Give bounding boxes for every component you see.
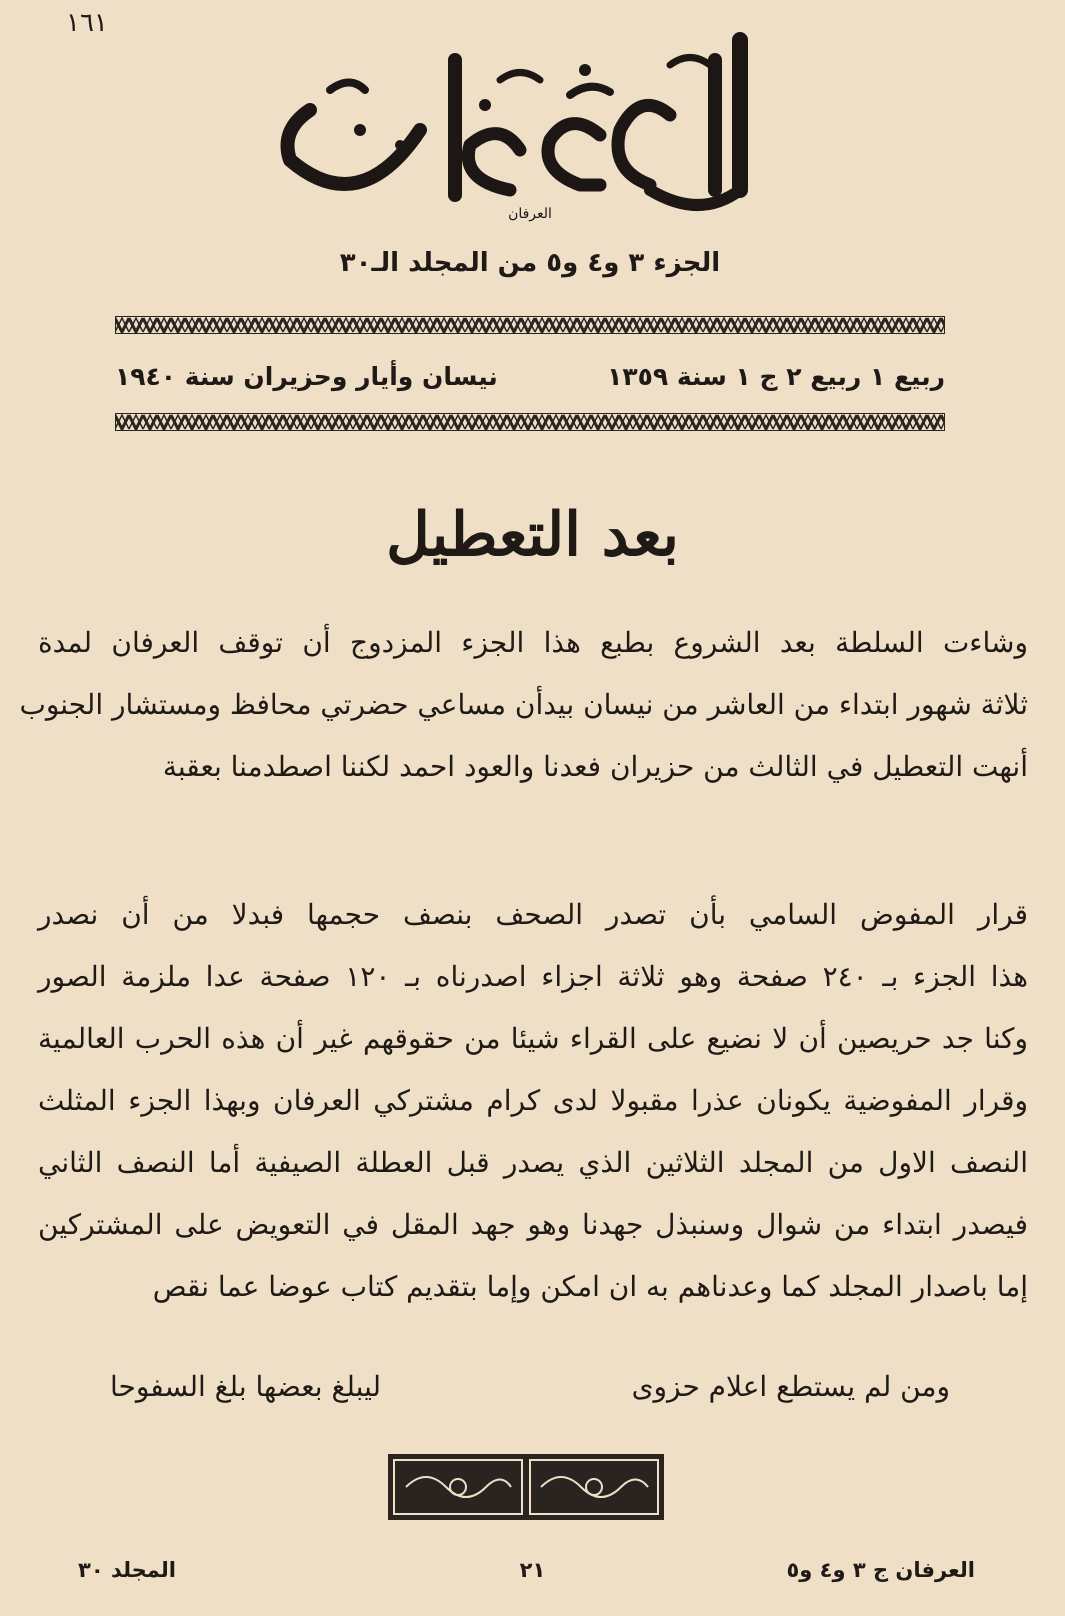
verse-first-hemistich: ومن لم يستطع اعلام حزوى bbox=[631, 1370, 950, 1403]
end-ornament bbox=[386, 1452, 666, 1522]
footer-volume: المجلد ٣٠ bbox=[78, 1558, 176, 1582]
text-line: وشاءت السلطة بعد الشروع بطبع هذا الجزء المزدوج أن توقف العرفان لمدة bbox=[38, 626, 1028, 659]
top-decorative-rule bbox=[115, 316, 945, 334]
verse-second-hemistich: ليبلغ بعضها بلغ السفوحا bbox=[110, 1370, 382, 1403]
footer-issue: العرفان ج ٣ و٤ و٥ bbox=[786, 1558, 975, 1582]
masthead-title: العرفان bbox=[508, 206, 552, 222]
hijri-date: ربيع ١ ربيع ٢ ج ١ سنة ١٣٥٩ bbox=[607, 362, 945, 391]
poetry-verse bbox=[110, 1370, 950, 1420]
text-line: هذا الجزء بـ ٢٤٠ صفحة وهو ثلاثة اجزاء اصدرناه بـ ١٢٠ صفحة عدا ملزمة الصور bbox=[38, 960, 1028, 993]
text-line: النصف الاول من المجلد الثلاثين الذي يصدر قبل العطلة الصيفية أما النصف الثاني bbox=[38, 1146, 1028, 1179]
issue-number: الجزء ٣ و٤ و٥ من المجلد الـ٣٠ bbox=[339, 248, 721, 278]
date-row bbox=[115, 362, 945, 402]
text-line: ثلاثة شهور ابتداء من العاشر من نيسان بيدأن مساعي حضرتي محافظ ومستشار الجنوب bbox=[19, 688, 1028, 721]
masthead-logo bbox=[270, 20, 790, 225]
text-line: قرار المفوض السامي بأن تصدر الصحف بنصف حجمها فبدلا من أن نصدر bbox=[38, 898, 1028, 931]
page-number: ١٦١ bbox=[66, 8, 108, 38]
page-footer bbox=[60, 1558, 1005, 1594]
paragraph-2 bbox=[38, 884, 1028, 1318]
text-line: وكنا جد حريصين أن لا نضيع على القراء شيئا من حقوقهم غير أن هذه الحرب العالمية bbox=[38, 1022, 1028, 1055]
text-line: وقرار المفوضية يكونان عذرا مقبولا لدى كرام مشتركي العرفان وبهذا الجزء المثلث bbox=[38, 1084, 1028, 1117]
calligraphic-logo bbox=[270, 20, 790, 225]
article-title: بعد التعطيل bbox=[386, 500, 679, 570]
footer-page-number: ٢١ bbox=[519, 1558, 546, 1582]
text-line: إما باصدار المجلد كما وعدناهم به ان امكن وإما بتقديم كتاب عوضا عما نقص bbox=[152, 1270, 1028, 1303]
gregorian-date: نيسان وأيار وحزيران سنة ١٩٤٠ bbox=[115, 362, 498, 391]
text-line: فيصدر ابتداء من شوال وسنبذل جهدنا وهو جهد المقل في التعويض على المشتركين bbox=[38, 1208, 1028, 1241]
paragraph-1 bbox=[19, 612, 1028, 798]
text-line: أنهت التعطيل في الثالث من حزيران فعدنا والعود احمد لكننا اصطدمنا بعقبة bbox=[162, 750, 1028, 783]
bottom-decorative-rule bbox=[115, 413, 945, 431]
